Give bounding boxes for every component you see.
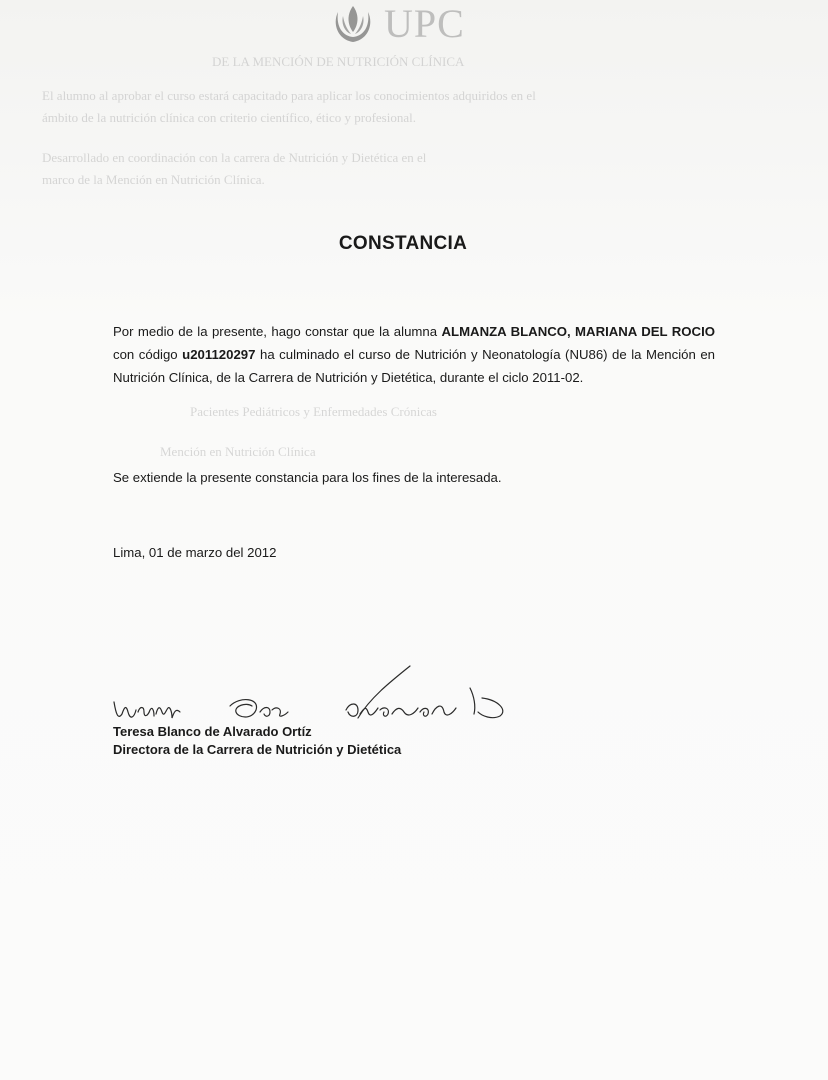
faded-text-line: Pacientes Pediátricos y Enfermedades Crónicas [190,404,437,419]
faded-text-line: El alumno al aprobar el curso estará capacitado para aplicar los conocimientos adquiridos en el [42,88,536,103]
document-title: CONSTANCIA [338,233,468,254]
student-code: u201120297 [182,347,256,362]
place-date: Lima, 01 de marzo del 2012 [113,545,277,560]
faded-text-line: Mención en Nutrición Clínica [160,444,316,459]
intro-text: Por medio de la presente, hago constar que la alumna [113,324,438,339]
signer-title: Directora de la Carrera de Nutrición y Dietética [113,742,402,757]
faded-text-line: Desarrollado en coordinación con la carrera de Nutrición y Dietética en el [42,150,427,165]
logo-text: UPC [384,1,465,46]
purpose-paragraph: Se extiende la presente constancia para los fines de la interesada. [113,470,502,485]
handwritten-signature [110,662,520,732]
student-name: ALMANZA BLANCO, MARIANA DEL ROCIO [441,324,715,339]
upc-flame-icon [330,2,376,46]
faded-header-line: DE LA MENCIÓN DE NUTRICIÓN CLÍNICA [212,54,465,69]
faded-text-line: ámbito de la nutrición clínica con criterio científico, ético y profesional. [42,110,416,125]
upc-logo [330,2,465,46]
faded-text-line: marco de la Mención en Nutrición Clínica. [42,172,265,187]
signer-block [113,723,401,759]
signer-name: Teresa Blanco de Alvarado Ortíz [113,724,312,739]
code-label: con código [113,347,178,362]
course-text: ha culminado el curso de Nutrición y Neonatología (NU86) de la Mención en Nutrición Clínica, de la Carrera de Nutrición y Dietética, durante el ciclo 2011-02. [113,347,715,385]
certification-paragraph [113,320,715,389]
